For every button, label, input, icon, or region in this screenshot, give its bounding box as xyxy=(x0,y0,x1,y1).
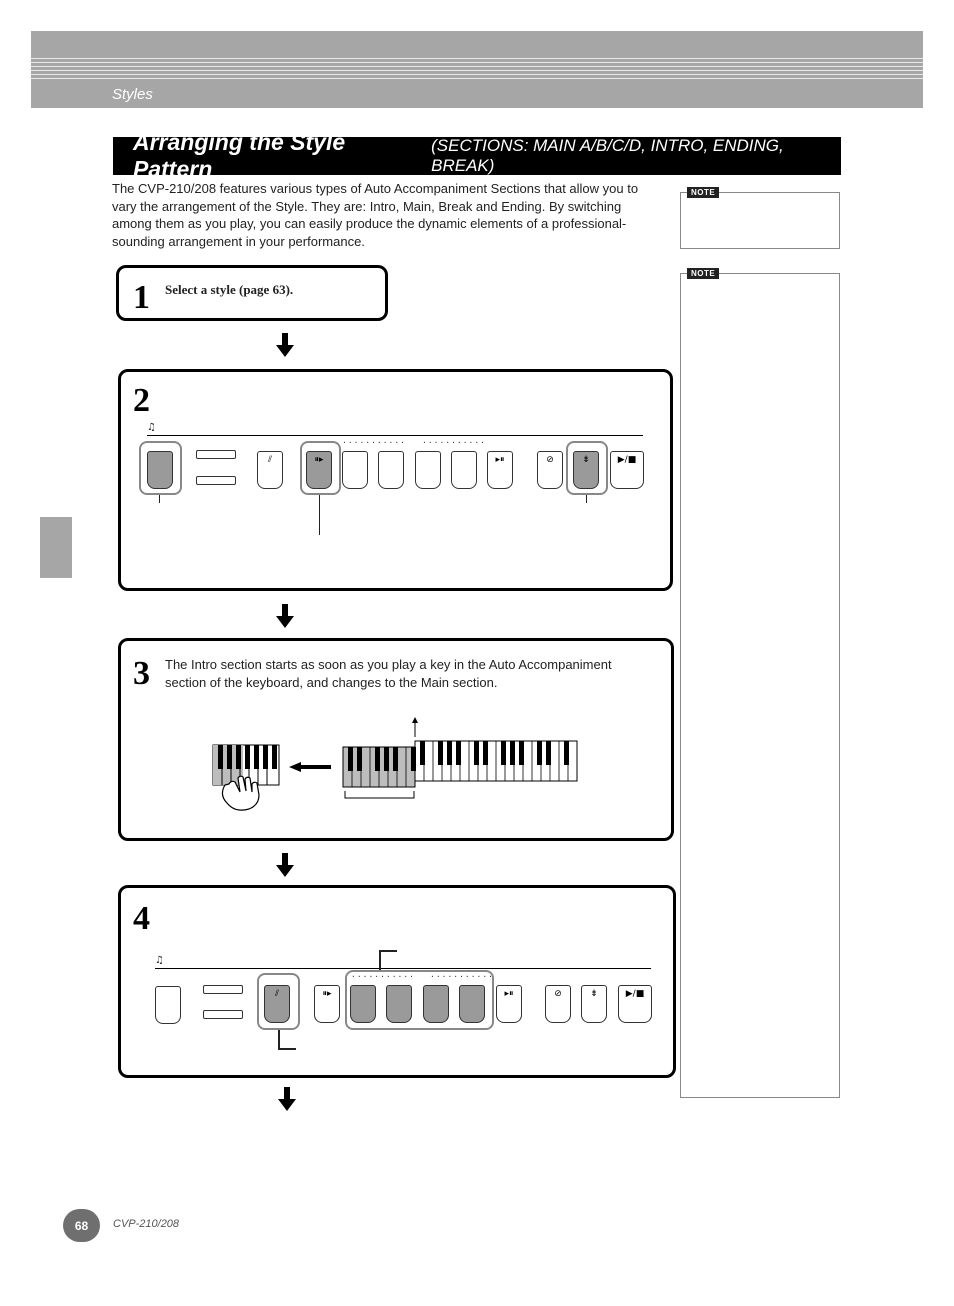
panel-divider xyxy=(147,435,643,436)
page-number: 68 xyxy=(63,1209,100,1242)
title-sub: (SECTIONS: MAIN A/B/C/D, INTRO, ENDING, BREAK) xyxy=(431,136,784,175)
note-tag: NOTE xyxy=(687,268,719,279)
main-keyboard xyxy=(343,717,577,798)
page-title xyxy=(113,129,841,182)
down-arrow-icon xyxy=(276,604,294,628)
step-number: 2 xyxy=(133,382,150,419)
note-box-side xyxy=(680,269,840,1098)
callout-line xyxy=(159,495,160,503)
down-arrow-icon xyxy=(278,1087,296,1111)
ending-button[interactable]: ▸⏸ xyxy=(487,451,513,489)
down-arrow-icon xyxy=(276,333,294,357)
sync-start-button[interactable]: ⊘ xyxy=(545,985,571,1023)
callout-line xyxy=(319,495,320,535)
panel-divider xyxy=(155,968,651,969)
indicator-lamp xyxy=(196,450,236,459)
start-stop-button[interactable]: ▶/■ xyxy=(610,451,644,489)
dots-decoration: ··········· xyxy=(430,972,494,981)
step-number: 4 xyxy=(133,900,150,937)
sync-stop-button[interactable]: ⫽ xyxy=(257,451,283,489)
main-b-button[interactable] xyxy=(386,985,412,1023)
left-arrow-icon xyxy=(289,762,331,772)
sync-stop-button[interactable]: ⫽ xyxy=(264,985,290,1023)
step-3-text: The Intro section starts as soon as you play a key in the Auto Accompaniment section of the keyboard, and changes to the Main section. xyxy=(165,657,612,690)
callout-line xyxy=(379,950,397,952)
model-name: CVP-210/208 xyxy=(113,1218,180,1230)
synchro-start-button[interactable]: ⇟ xyxy=(581,985,607,1023)
main-b-button[interactable] xyxy=(378,451,404,489)
style-control-icon: ♫ xyxy=(147,422,156,433)
ending-button[interactable]: ▸⏸ xyxy=(496,985,522,1023)
step-number: 1 xyxy=(133,279,150,316)
indicator-lamp xyxy=(203,1010,243,1019)
down-arrow-icon xyxy=(276,853,294,877)
intro-paragraph: The CVP-210/208 features various types of Auto Accompaniment Sections that allow you to vary the arrangement of the Style. They are: Intro, Main, Break and Ending. By switching among them as you play, you can easily produce the dynamic elements of a professional-sounding arrangement in your performance. xyxy=(112,181,639,249)
start-stop-button[interactable]: ▶/■ xyxy=(618,985,652,1023)
main-c-button[interactable] xyxy=(423,985,449,1023)
acmp-on-off-button[interactable] xyxy=(155,986,181,1024)
main-d-button[interactable] xyxy=(451,451,477,489)
dots-decoration: ··········· xyxy=(342,438,406,447)
callout-line xyxy=(278,1048,296,1050)
main-a-button[interactable] xyxy=(350,985,376,1023)
section-label: Styles xyxy=(112,86,153,103)
callout-line xyxy=(379,950,381,970)
note-box-top xyxy=(680,188,840,249)
title-main: Arranging the Style Pattern xyxy=(133,129,346,182)
main-c-button[interactable] xyxy=(415,451,441,489)
small-keyboard xyxy=(213,745,279,810)
sync-start-button[interactable]: ⊘ xyxy=(537,451,563,489)
callout-line xyxy=(586,495,587,503)
acmp-on-off-button[interactable] xyxy=(147,451,173,489)
note-tag: NOTE xyxy=(687,187,719,198)
indicator-lamp xyxy=(196,476,236,485)
step-number: 3 xyxy=(133,655,150,692)
callout-line xyxy=(278,1030,280,1049)
style-control-icon: ♫ xyxy=(155,955,164,966)
header-stripes xyxy=(31,58,923,82)
chapter-tab xyxy=(40,517,72,578)
intro-button[interactable]: ⏸▸ xyxy=(306,451,332,489)
sync-start-active-button[interactable]: ⇟ xyxy=(573,451,599,489)
keyboard-illustration xyxy=(205,715,585,825)
main-d-button[interactable] xyxy=(459,985,485,1023)
indicator-lamp xyxy=(203,985,243,994)
intro-button[interactable]: ⏸▸ xyxy=(314,985,340,1023)
dots-decoration: ··········· xyxy=(351,972,415,981)
step-1-text: Select a style (page 63). xyxy=(165,282,294,297)
dots-decoration: ··········· xyxy=(422,438,486,447)
main-a-button[interactable] xyxy=(342,451,368,489)
